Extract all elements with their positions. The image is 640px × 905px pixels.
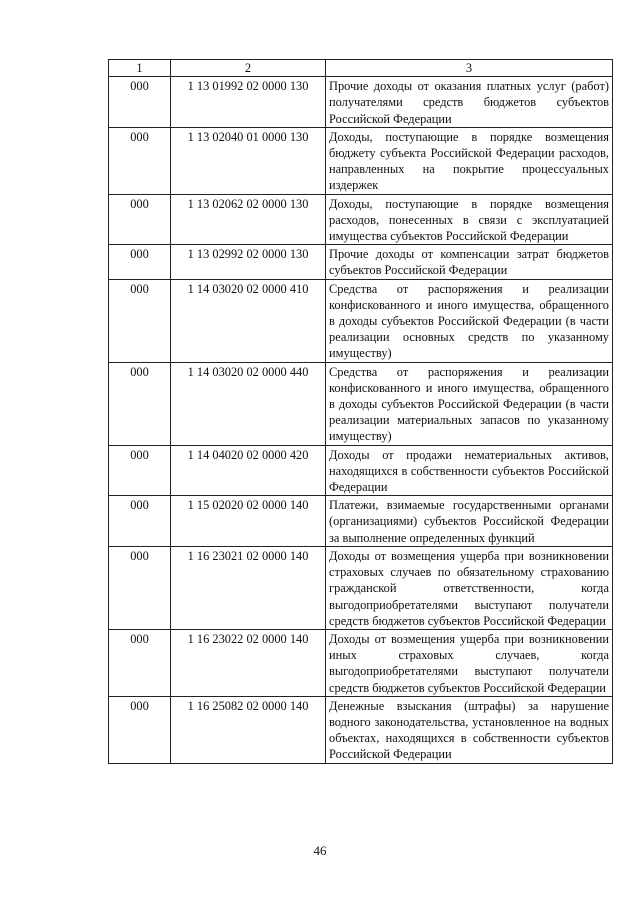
description-cell: Доходы, поступающие в порядке возмещения бюджету субъекта Российской Федерации расходов, направленных на покрытие процессуальных издержек (326, 127, 613, 194)
description-cell: Доходы, поступающие в порядке возмещения расходов, понесенных в связи с эксплуатацией имущества субъектов Российской Федерации (326, 194, 613, 245)
table-row (109, 629, 613, 696)
budget-code-cell: 1 13 02992 02 0000 130 (171, 245, 326, 279)
budget-revenue-table (108, 59, 613, 764)
table-row (109, 127, 613, 194)
budget-code-cell: 1 14 03020 02 0000 410 (171, 279, 326, 362)
table-body (109, 77, 613, 763)
table-row (109, 245, 613, 279)
budget-code-cell: 1 14 03020 02 0000 440 (171, 362, 326, 445)
table-header-row (109, 60, 613, 77)
description-cell: Платежи, взимаемые государственными органами (организациями) субъектов Российской Федерации за выполнение определенных функций (326, 496, 613, 547)
admin-code-cell: 000 (109, 546, 171, 629)
admin-code-cell: 000 (109, 194, 171, 245)
description-cell: Средства от распоряжения и реализации конфискованного и иного имущества, обращенного в доходы субъектов Российской Федерации (в части реализации основных средств по указанному имуществу) (326, 279, 613, 362)
admin-code-cell: 000 (109, 696, 171, 763)
admin-code-cell: 000 (109, 245, 171, 279)
table-row (109, 546, 613, 629)
budget-code-cell: 1 16 23022 02 0000 140 (171, 629, 326, 696)
column-header: 3 (326, 60, 613, 77)
budget-code-cell: 1 15 02020 02 0000 140 (171, 496, 326, 547)
admin-code-cell: 000 (109, 496, 171, 547)
budget-code-cell: 1 13 01992 02 0000 130 (171, 77, 326, 128)
budget-code-cell: 1 14 04020 02 0000 420 (171, 445, 326, 496)
page-number: 46 (313, 843, 327, 858)
description-cell: Доходы от возмещения ущерба при возникновении страховых случаев по обязательному страхованию гражданской ответственности, когда выгодоприобретателями выступают получатели средств бюджетов субъектов Российской Федерации (326, 546, 613, 629)
admin-code-cell: 000 (109, 629, 171, 696)
table-row (109, 77, 613, 128)
column-header: 1 (109, 60, 171, 77)
description-cell: Доходы от продажи нематериальных активов, находящихся в собственности субъектов Российской Федерации (326, 445, 613, 496)
admin-code-cell: 000 (109, 77, 171, 128)
table-row (109, 696, 613, 763)
budget-code-cell: 1 16 23021 02 0000 140 (171, 546, 326, 629)
admin-code-cell: 000 (109, 279, 171, 362)
column-header: 2 (171, 60, 326, 77)
admin-code-cell: 000 (109, 362, 171, 445)
table-row (109, 279, 613, 362)
table-row (109, 194, 613, 245)
admin-code-cell: 000 (109, 127, 171, 194)
budget-code-cell: 1 13 02062 02 0000 130 (171, 194, 326, 245)
table-row (109, 496, 613, 547)
admin-code-cell: 000 (109, 445, 171, 496)
description-cell: Доходы от возмещения ущерба при возникновении иных страховых случаев, когда выгодоприобретателями выступают получатели средств бюджетов субъектов Российской Федерации (326, 629, 613, 696)
table-row (109, 445, 613, 496)
description-cell: Прочие доходы от оказания платных услуг (работ) получателями средств бюджетов субъектов Российской Федерации (326, 77, 613, 128)
budget-code-cell: 1 13 02040 01 0000 130 (171, 127, 326, 194)
description-cell: Средства от распоряжения и реализации конфискованного и иного имущества, обращенного в доходы субъектов Российской Федерации (в части реализации материальных запасов по указанному имуществу) (326, 362, 613, 445)
description-cell: Прочие доходы от компенсации затрат бюджетов субъектов Российской Федерации (326, 245, 613, 279)
table-row (109, 362, 613, 445)
budget-code-cell: 1 16 25082 02 0000 140 (171, 696, 326, 763)
description-cell: Денежные взыскания (штрафы) за нарушение водного законодательства, установленное на водных объектах, находящихся в собственности субъектов Российской Федерации (326, 696, 613, 763)
